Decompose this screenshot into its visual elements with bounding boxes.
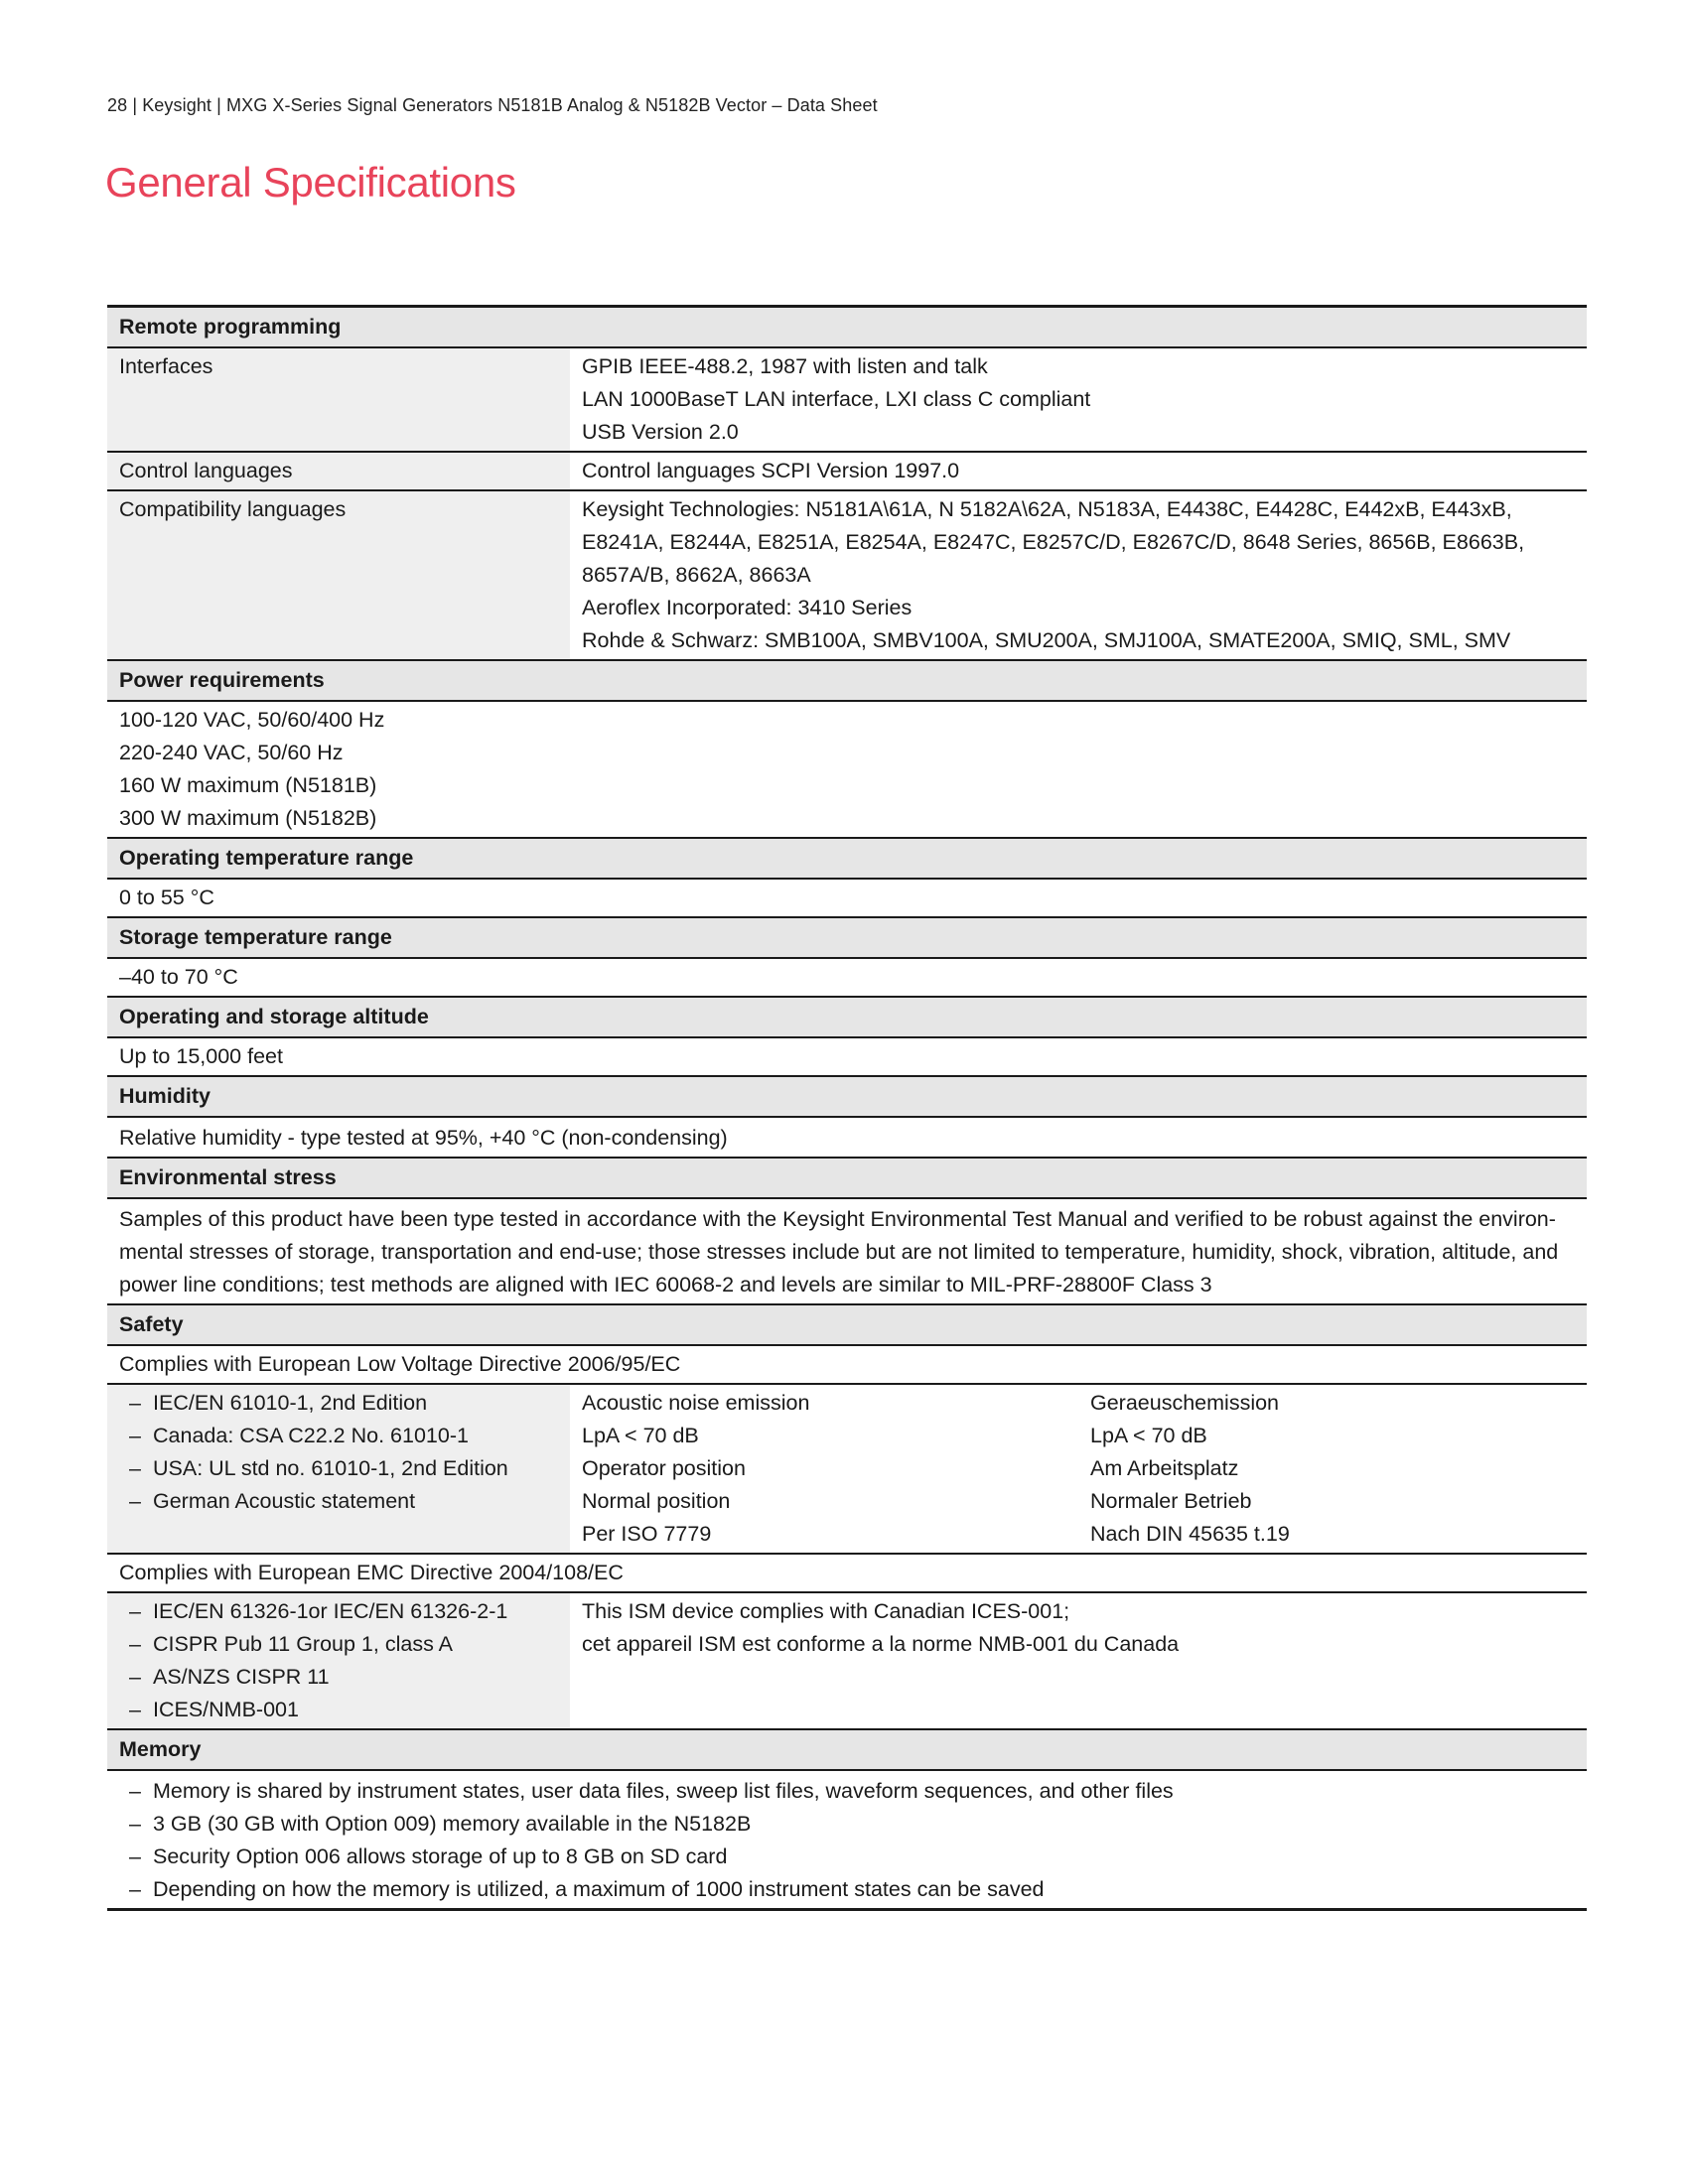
ices-statement <box>570 1593 1587 1728</box>
power-line: 100-120 VAC, 50/60/400 Hz <box>119 708 385 732</box>
acoustic-line: Normaler Betrieb <box>1090 1489 1252 1513</box>
row-emc-directive <box>107 1555 1587 1593</box>
value-low-voltage-directive: Complies with European Low Voltage Directive 2006/95/EC <box>119 1352 681 1376</box>
list-item: – Depending on how the memory is utilized, a maximum of 1000 instrument states can be saved <box>107 1873 1174 1906</box>
section-heading-remote: Remote programming <box>107 308 1587 348</box>
list-item: – Security Option 006 allows storage of up to 8 GB on SD card <box>107 1841 1174 1873</box>
value-environmental-stress: Samples of this product have been type tested in accordance with the Keysight Environmental Test Manual and verified to be robust against the environ-mental stresses of storage, transportation and end-use; those stresses include but are not limited to temperature, humidity, shock, vibration, altitude, and power line conditions; test methods are aligned with IEC 60068-2 and levels are similar to MIL-PRF-28800F Class 3 <box>119 1207 1559 1297</box>
row-environmental-stress <box>107 1199 1587 1305</box>
spec-table <box>107 305 1587 1911</box>
list-item: – ICES/NMB-001 <box>107 1694 558 1726</box>
row-compatibility-languages <box>107 491 1587 661</box>
section-heading-humidity: Humidity <box>107 1077 1587 1118</box>
label-compatibility-languages: Compatibility languages <box>107 491 570 659</box>
memory-list <box>107 1771 1174 1908</box>
value-control-languages: Control languages SCPI Version 1997.0 <box>582 459 960 482</box>
compat-line: E8241A, E8244A, E8251A, E8254A, E8247C, E8257C/D, E8267C/D, 8648 Series, 8656B, E8663B, <box>582 530 1525 554</box>
acoustic-english <box>570 1385 1078 1553</box>
section-heading-power: Power requirements <box>107 661 1587 702</box>
emc-list <box>107 1593 570 1728</box>
row-control-languages <box>107 453 1587 491</box>
value-interfaces <box>570 348 1587 451</box>
compat-line: Keysight Technologies: N5181A\61A, N 5182A\62A, N5183A, E4438C, E4428C, E442xB, E443xB, <box>582 497 1512 521</box>
page-header: 28 | Keysight | MXG X-Series Signal Generators N5181B Analog & N5182B Vector – Data Sheet <box>107 95 878 115</box>
value-humidity: Relative humidity - type tested at 95%, +40 °C (non-condensing) <box>119 1126 728 1150</box>
section-heading-storage-temperature: Storage temperature range <box>107 918 1587 959</box>
section-heading-environmental-stress: Environmental stress <box>107 1159 1587 1199</box>
acoustic-line: LpA < 70 dB <box>582 1424 699 1447</box>
row-acoustic <box>107 1385 1587 1555</box>
row-altitude <box>107 1038 1587 1077</box>
label-interfaces: Interfaces <box>107 348 570 451</box>
acoustic-line: Nach DIN 45635 t.19 <box>1090 1522 1290 1546</box>
acoustic-german <box>1078 1385 1587 1553</box>
compat-line: Rohde & Schwarz: SMB100A, SMBV100A, SMU200A, SMJ100A, SMATE200A, SMIQ, SML, SMV <box>582 628 1511 652</box>
row-humidity <box>107 1118 1587 1159</box>
page-title: General Specifications <box>105 159 516 205</box>
interface-gpib: GPIB IEEE-488.2, 1987 with listen and talk <box>582 354 988 378</box>
acoustic-line: Per ISO 7779 <box>582 1522 712 1546</box>
row-storage-temperature <box>107 959 1587 998</box>
label-control-languages: Control languages <box>107 453 570 489</box>
lvd-list <box>107 1385 570 1553</box>
acoustic-line: Geraeuschemission <box>1090 1391 1280 1415</box>
row-operating-temperature <box>107 880 1587 918</box>
acoustic-line: Normal position <box>582 1489 731 1513</box>
list-item: – Memory is shared by instrument states, user data files, sweep list files, waveform sequences, and other files <box>107 1775 1174 1808</box>
section-heading-safety: Safety <box>107 1305 1587 1346</box>
value-compatibility-languages <box>570 491 1587 659</box>
list-item: – IEC/EN 61326-1or IEC/EN 61326-2-1 <box>107 1595 558 1628</box>
value-emc-directive: Complies with European EMC Directive 2004/108/EC <box>119 1561 624 1584</box>
acoustic-line: Operator position <box>582 1456 746 1480</box>
value-operating-temperature: 0 to 55 °C <box>119 886 214 909</box>
ices-line: cet appareil ISM est conforme a la norme NMB-001 du Canada <box>582 1632 1180 1656</box>
list-item: – German Acoustic statement <box>107 1485 558 1518</box>
compat-line: Aeroflex Incorporated: 3410 Series <box>582 596 913 619</box>
acoustic-line: LpA < 70 dB <box>1090 1424 1207 1447</box>
row-interfaces <box>107 348 1587 453</box>
list-item: – IEC/EN 61010-1, 2nd Edition <box>107 1387 558 1420</box>
interface-usb: USB Version 2.0 <box>582 420 739 444</box>
section-heading-memory: Memory <box>107 1730 1587 1771</box>
row-emc <box>107 1593 1587 1730</box>
acoustic-line: Acoustic noise emission <box>582 1391 810 1415</box>
value-storage-temperature: –40 to 70 °C <box>119 965 238 989</box>
interface-lan: LAN 1000BaseT LAN interface, LXI class C compliant <box>582 387 1091 411</box>
list-item: – USA: UL std no. 61010-1, 2nd Edition <box>107 1452 558 1485</box>
compat-line: 8657A/B, 8662A, 8663A <box>582 563 811 587</box>
value-power <box>107 702 396 837</box>
list-item: – 3 GB (30 GB with Option 009) memory available in the N5182B <box>107 1808 1174 1841</box>
power-line: 300 W maximum (N5182B) <box>119 806 377 830</box>
list-item: – Canada: CSA C22.2 No. 61010-1 <box>107 1420 558 1452</box>
ices-line: This ISM device complies with Canadian ICES-001; <box>582 1599 1070 1623</box>
section-heading-altitude: Operating and storage altitude <box>107 998 1587 1038</box>
row-power <box>107 702 1587 839</box>
row-low-voltage-directive <box>107 1346 1587 1385</box>
row-memory <box>107 1771 1587 1908</box>
power-line: 160 W maximum (N5181B) <box>119 773 377 797</box>
acoustic-line: Am Arbeitsplatz <box>1090 1456 1239 1480</box>
list-item: – CISPR Pub 11 Group 1, class A <box>107 1628 558 1661</box>
power-line: 220-240 VAC, 50/60 Hz <box>119 741 344 764</box>
section-heading-operating-temperature: Operating temperature range <box>107 839 1587 880</box>
list-item: – AS/NZS CISPR 11 <box>107 1661 558 1694</box>
value-altitude: Up to 15,000 feet <box>119 1044 283 1068</box>
